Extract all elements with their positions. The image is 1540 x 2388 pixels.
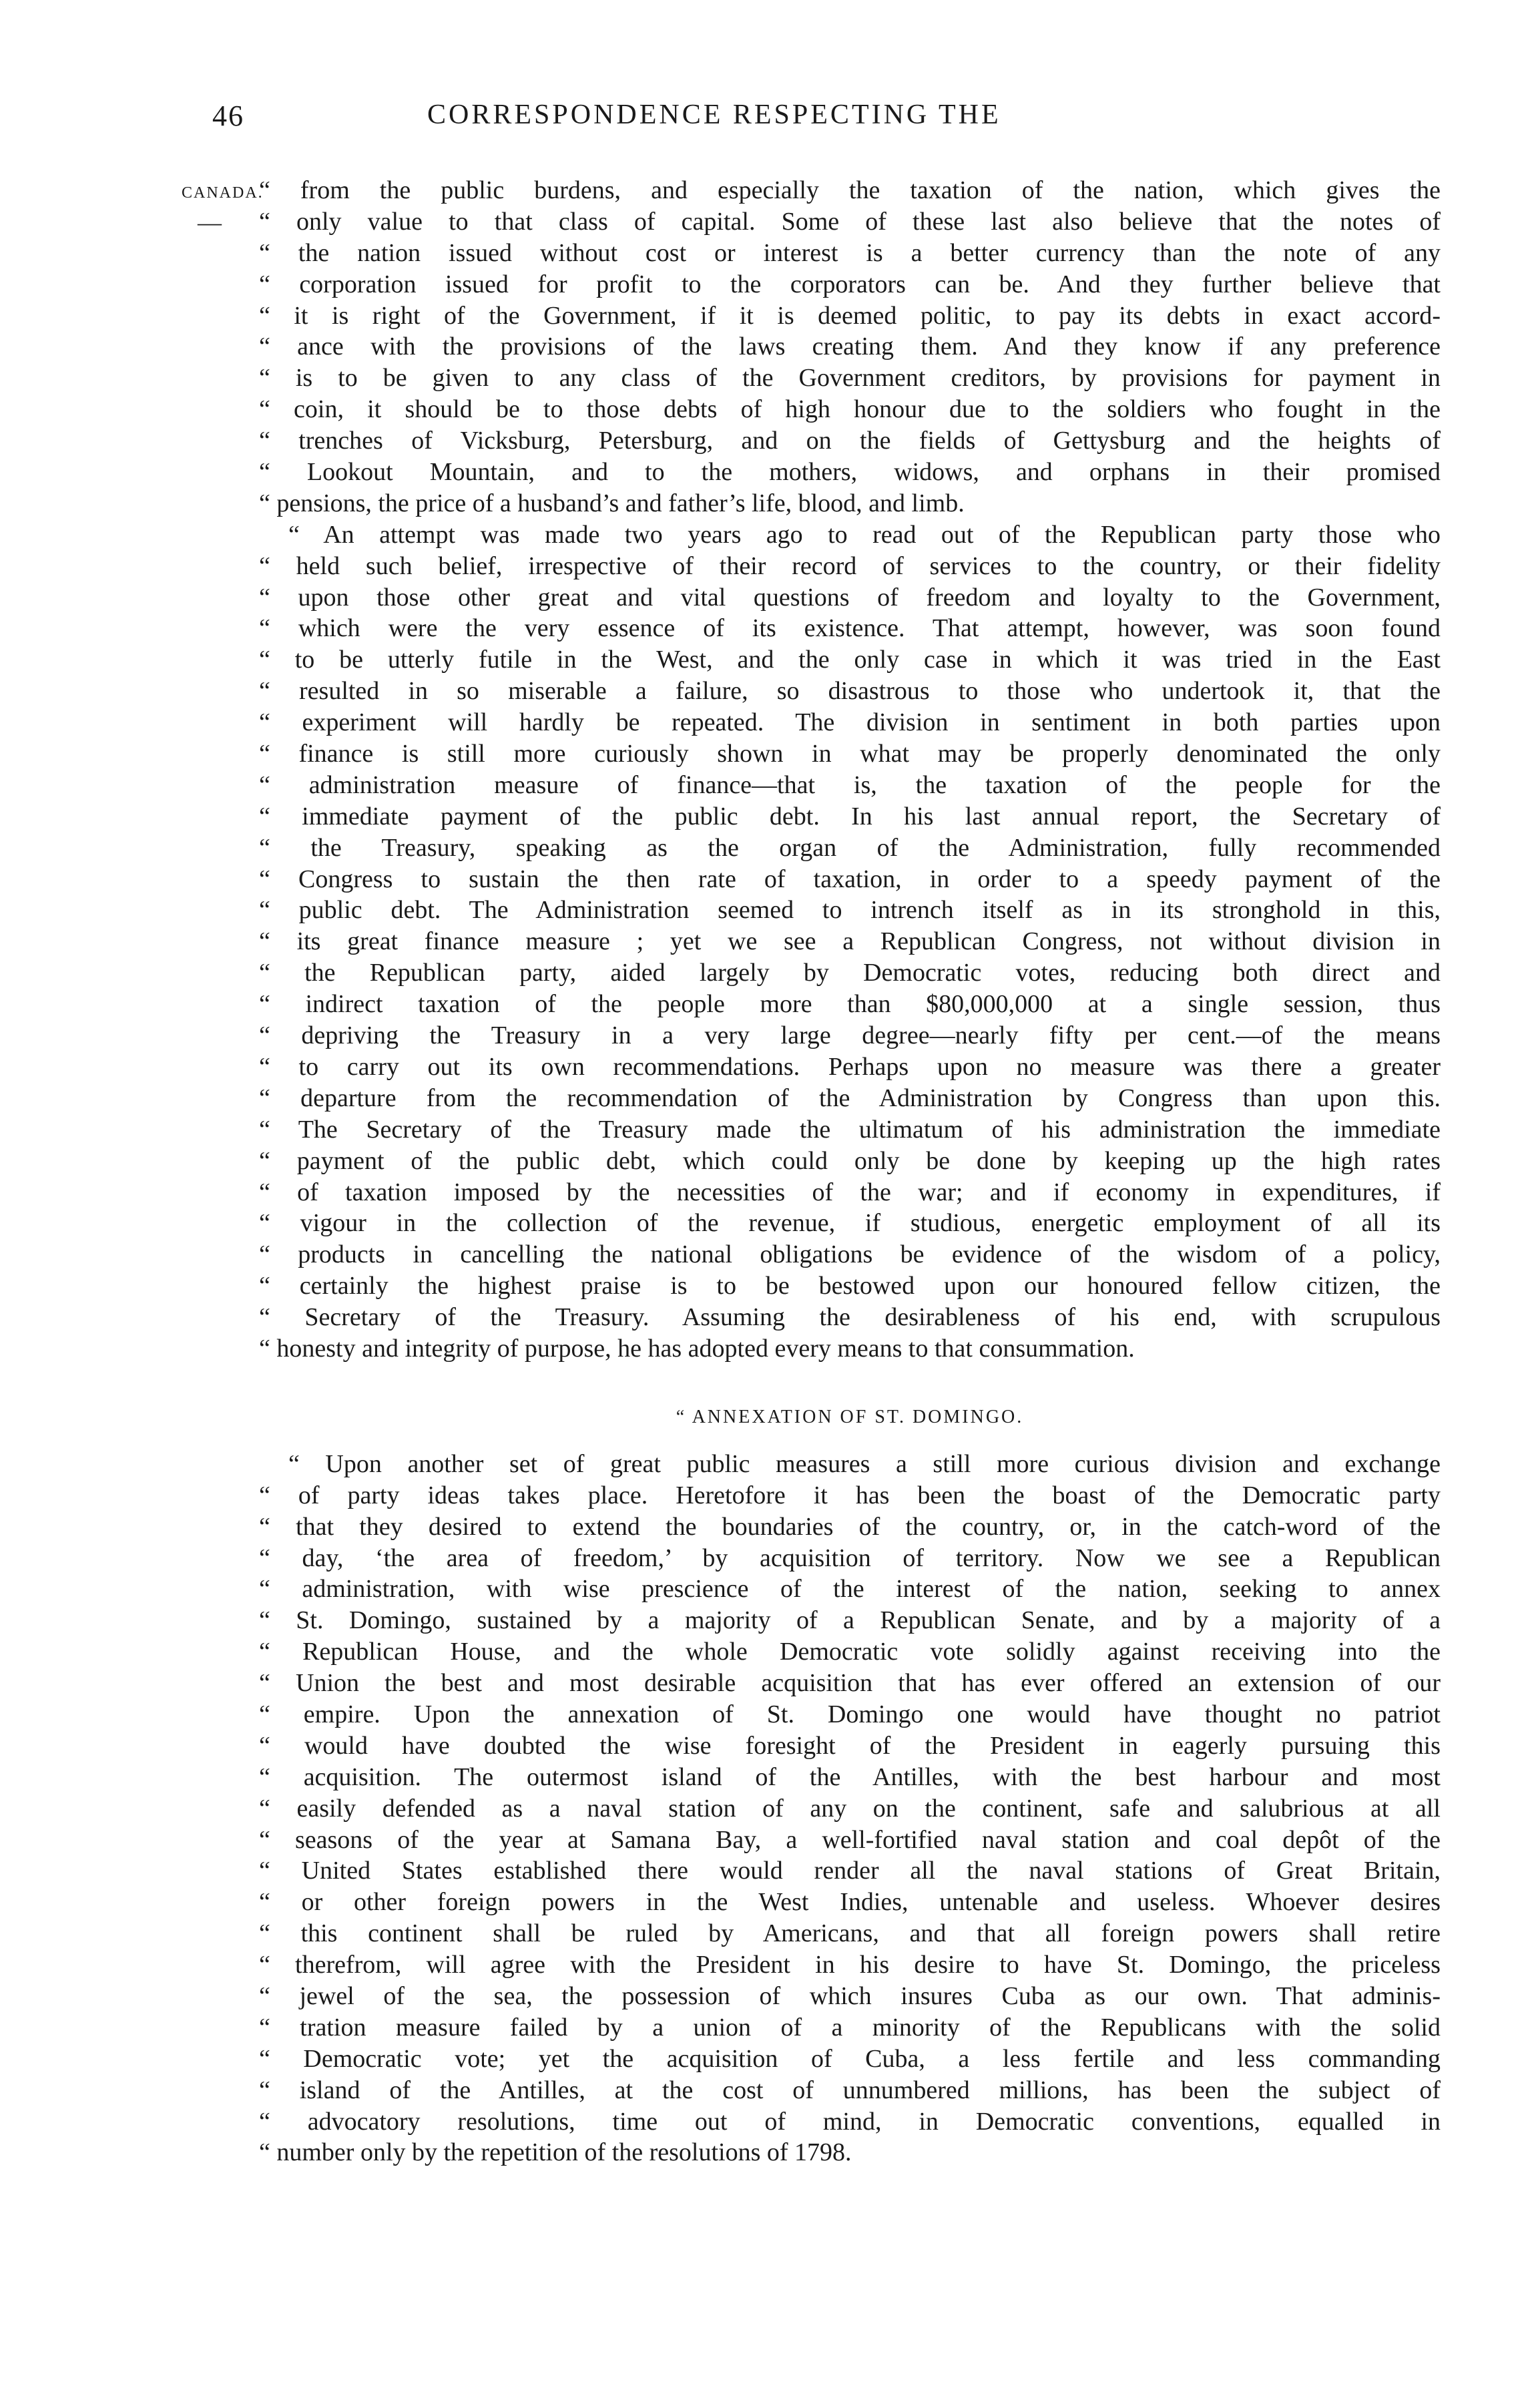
running-title: CORRESPONDENCE RESPECTING THE <box>427 99 1001 130</box>
text-line: “ of taxation imposed by the necessities of the war; and if economy in expenditures, if <box>259 1178 1441 1206</box>
body-text <box>259 175 1441 2168</box>
text-line: “ of party ideas takes place. Heretofore it has been the boast of the Democratic party <box>259 1481 1441 1509</box>
text-line: “ it is right of the Government, if it is deemed politic, to pay its debts in exact accord- <box>259 301 1441 330</box>
paragraph-2 <box>259 519 1441 1365</box>
text-line: “ Upon another set of great public measures a still more curious division and exchange <box>288 1449 1441 1478</box>
text-line: “ the Republican party, aided largely by Democratic votes, reducing both direct and <box>259 959 1441 987</box>
text-line: “ would have doubted the wise foresight of the President in eagerly pursuing this <box>259 1731 1441 1760</box>
text-line: “ United States established there would render all the naval stations of Great Britain, <box>259 1857 1441 1885</box>
text-line: “ finance is still more curiously shown in what may be properly denominated the only <box>259 740 1441 768</box>
text-line: “ Republican House, and the whole Democratic vote solidly against receiving into the <box>259 1638 1441 1666</box>
text-line: “ public debt. The Administration seemed to intrench itself as in its stronghold in this, <box>259 896 1441 925</box>
text-line: “ indirect taxation of the people more than $80,000,000 at a single session, thus <box>259 990 1441 1019</box>
margin-dash: — <box>198 209 222 236</box>
text-line: “ upon those other great and vital questions of freedom and loyalty to the Government, <box>259 583 1441 612</box>
text-line: “ vigour in the collection of the revenue, if studious, energetic employment of all its <box>259 1209 1441 1238</box>
text-line: “ which were the very essence of its existence. That attempt, however, was soon found <box>259 614 1441 643</box>
text-line: “ island of the Antilles, at the cost of unnumbered millions, has been the subject of <box>259 2076 1441 2104</box>
text-line: “ the nation issued without cost or interest is a better currency than the note of any <box>259 238 1441 267</box>
text-line: “ corporation issued for profit to the corporators can be. And they further believe that <box>259 270 1441 298</box>
text-line: “ payment of the public debt, which could only be done by keeping up the high rates <box>259 1146 1441 1175</box>
text-line: “ Union the best and most desirable acquisition that has ever offered an extension of our <box>259 1669 1441 1698</box>
text-line: “ the Treasury, speaking as the organ of the Administration, fully recommended <box>259 833 1441 862</box>
text-line: “ only value to that class of capital. Some of these last also believe that the notes of <box>259 207 1441 236</box>
text-line: “ depriving the Treasury in a very large degree—nearly fifty per cent.—of the means <box>259 1021 1441 1050</box>
text-line: “ that they desired to extend the boundaries of the country, or, in the catch-word of the <box>259 1512 1441 1541</box>
text-line: “ The Secretary of the Treasury made the ultimatum of his administration the immediate <box>259 1115 1441 1144</box>
text-line: “ trenches of Vicksburg, Petersburg, and on the fields of Gettysburg and the heights of <box>259 427 1441 455</box>
text-line: “ is to be given to any class of the Government creditors, by provisions for payment in <box>259 364 1441 393</box>
text-line: “ resulted in so miserable a failure, so disastrous to those who undertook it, that the <box>259 677 1441 706</box>
text-line: “ empire. Upon the annexation of St. Domingo one would have thought no patriot <box>259 1700 1441 1728</box>
text-line: “ therefrom, will agree with the President in his desire to have St. Domingo, the priceless <box>259 1951 1441 1979</box>
text-line: “ departure from the recommendation of the Administration by Congress than upon this. <box>259 1084 1441 1112</box>
text-line: “ Congress to sustain the then rate of taxation, in order to a speedy payment of the <box>259 865 1441 893</box>
text-line: “ this continent shall be ruled by Americans, and that all foreign powers shall retire <box>259 1919 1441 1948</box>
text-line: “ Democratic vote; yet the acquisition of Cuba, a less fertile and less commanding <box>259 2044 1441 2073</box>
text-line: “ advocatory resolutions, time out of mind, in Democratic conventions, equalled in <box>259 2107 1441 2136</box>
text-line: “ held such belief, irrespective of their record of services to the country, or their fidelity <box>259 551 1441 580</box>
text-line: “ experiment will hardly be repeated. The division in sentiment in both parties upon <box>259 708 1441 737</box>
text-line: “ jewel of the sea, the possession of which insures Cuba as our own. That adminis- <box>259 1981 1441 2010</box>
text-line: “ administration, with wise prescience of the interest of the nation, seeking to annex <box>259 1575 1441 1604</box>
text-line: “ easily defended as a naval station of any on the continent, safe and salubrious at all <box>259 1794 1441 1823</box>
text-line: “ seasons of the year at Samana Bay, a well-fortified naval station and coal depôt of the <box>259 1825 1441 1854</box>
text-line: “ certainly the highest praise is to be bestowed upon our honoured fellow citizen, the <box>259 1272 1441 1300</box>
text-line: “ products in cancelling the national obligations be evidence of the wisdom of a policy, <box>259 1240 1441 1269</box>
text-line: “ day, ‘the area of freedom,’ by acquisition of territory. Now we see a Republican <box>259 1543 1441 1572</box>
text-line: “ immediate payment of the public debt. In his last annual report, the Secretary of <box>259 802 1441 830</box>
text-line: “ honesty and integrity of purpose, he has adopted every means to that consummation. <box>259 1334 1135 1363</box>
text-line: “ An attempt was made two years ago to read out of the Republican party those who <box>288 520 1441 549</box>
text-line: “ ance with the provisions of the laws creating them. And they know if any preference <box>259 332 1441 361</box>
text-line: “ number only by the repetition of the resolutions of 1798. <box>259 2138 852 2167</box>
text-line: “ to carry out its own recommendations. Perhaps upon no measure was there a greater <box>259 1052 1441 1081</box>
text-line: “ to be utterly futile in the West, and the only case in which it was tried in the East <box>259 646 1441 674</box>
text-line: “ Lookout Mountain, and to the mothers, widows, and orphans in their promised <box>259 458 1441 487</box>
text-line: “ from the public burdens, and especially the taxation of the nation, which gives the <box>259 176 1441 204</box>
text-line: “ Secretary of the Treasury. Assuming the desirableness of his end, with scrupulous <box>259 1303 1441 1332</box>
text-line: “ acquisition. The outermost island of the Antilles, with the best harbour and most <box>259 1762 1441 1791</box>
running-head <box>0 99 1540 139</box>
text-line: “ tration measure failed by a union of a minority of the Republicans with the solid <box>259 2013 1441 2042</box>
section-heading: “ ANNEXATION OF ST. DOMINGO. <box>676 1406 1024 1427</box>
text-line: “ coin, it should be to those debts of high honour due to the soldiers who fought in the <box>259 395 1441 424</box>
text-line: “ or other foreign powers in the West Indies, untenable and useless. Whoever desires <box>259 1888 1441 1917</box>
margin-note: CANADA. <box>182 184 264 202</box>
text-line: “ St. Domingo, sustained by a majority of a Republican Senate, and by a majority of a <box>259 1606 1441 1635</box>
text-line: “ administration measure of finance—that is, the taxation of the people for the <box>259 770 1441 799</box>
text-line: “ pensions, the price of a husband’s and father’s life, blood, and limb. <box>259 489 965 517</box>
page-number: 46 <box>212 99 244 132</box>
text-line: “ its great finance measure ; yet we see a Republican Congress, not without division in <box>259 927 1441 956</box>
paragraph-1 <box>259 175 1441 519</box>
paragraph-3 <box>259 1449 1441 2168</box>
